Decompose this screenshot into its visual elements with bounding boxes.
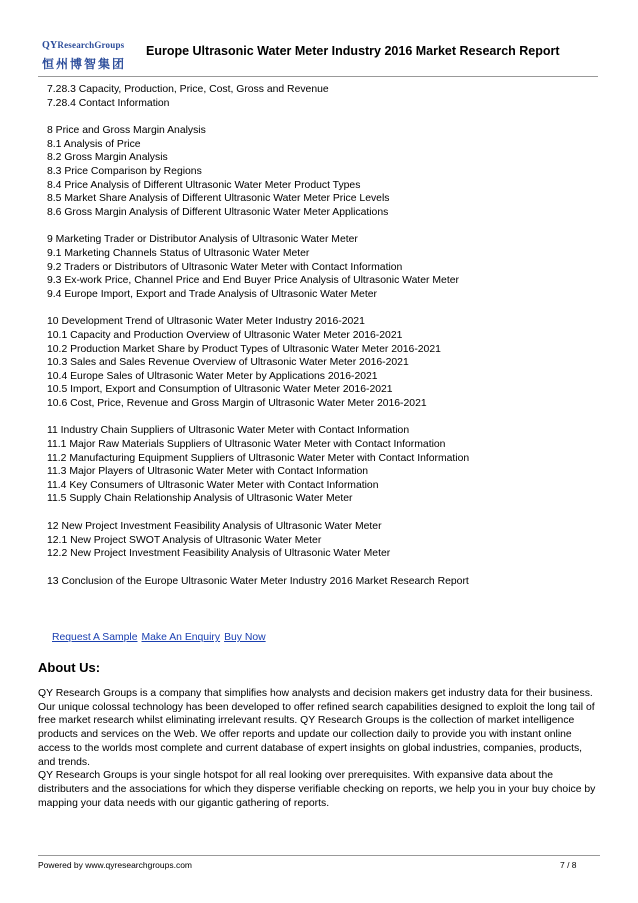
header-divider — [38, 76, 598, 77]
toc-entry: 12.1 New Project SWOT Analysis of Ultrasonic Water Meter — [47, 534, 322, 546]
toc-entry: 12.2 New Project Investment Feasibility Analysis of Ultrasonic Water Meter — [47, 548, 391, 560]
toc-entry: 8 Price and Gross Margin Analysis — [47, 125, 206, 137]
action-links — [52, 632, 270, 643]
toc-entry: 11.3 Major Players of Ultrasonic Water Meter with Contact Information — [47, 466, 369, 478]
toc-entry: 9.1 Marketing Channels Status of Ultrasonic Water Meter — [47, 247, 310, 259]
toc-entry: 8.4 Price Analysis of Different Ultrasonic Water Meter Product Types — [47, 179, 361, 191]
qy-research-groups-logo — [38, 38, 138, 72]
about-paragraph-2: QY Research Groups is your single hotspot for all real looking over prerequisites. With expansive data about the distributers and the associations for which they disperse verifiable checking on reports, we help you in your buy choice by mapping your data needs with our gigantic gathering of reports. — [38, 770, 596, 809]
toc-entry: 9.2 Traders or Distributors of Ultrasonic Water Meter with Contact Information — [47, 261, 403, 273]
toc-entry: 9.4 Europe Import, Export and Trade Analysis of Ultrasonic Water Meter — [47, 288, 377, 300]
logo-wordmark: QYResearchGroups — [42, 40, 125, 51]
toc-entry: 8.1 Analysis of Price — [47, 138, 141, 150]
about-paragraph-1: QY Research Groups is a company that simplifies how analysts and decision makers get industry data for their business. Our unique colossal technology has been developed to offer refined search capabilities designed to exploit the long tail of free market research whilst eliminating irrelevant results. QY Research Groups is the collection of market intelligence products and services on the Web. We offer reports and update our collection daily to provide you with instant online access to the worlds most complete and current database of expert insights on global industries, companies, products, and trends. — [38, 688, 595, 768]
footer-divider — [38, 855, 600, 856]
table-of-contents — [47, 83, 607, 602]
make-enquiry-link[interactable]: Make An Enquiry — [141, 632, 221, 643]
toc-entry: 9.3 Ex-work Price, Channel Price and End Buyer Price Analysis of Ultrasonic Water Meter — [47, 275, 459, 287]
toc-entry: 12 New Project Investment Feasibility Analysis of Ultrasonic Water Meter — [47, 521, 382, 533]
toc-section — [47, 124, 607, 219]
toc-section — [47, 520, 607, 561]
toc-entry: 10 Development Trend of Ultrasonic Water Meter Industry 2016-2021 — [47, 316, 365, 328]
footer-powered-by: Powered by www.qyresearchgroups.com — [38, 860, 193, 870]
toc-section — [47, 575, 607, 589]
toc-entry: 8.5 Market Share Analysis of Different Ultrasonic Water Meter Price Levels — [47, 193, 390, 205]
toc-entry: 10.6 Cost, Price, Revenue and Gross Margin of Ultrasonic Water Meter 2016-2021 — [47, 397, 427, 409]
toc-entry: 10.4 Europe Sales of Ultrasonic Water Meter by Applications 2016-2021 — [47, 370, 378, 382]
buy-now-link[interactable]: Buy Now — [224, 632, 266, 643]
toc-entry: 7.28.4 Contact Information — [47, 97, 170, 109]
toc-entry: 10.3 Sales and Sales Revenue Overview of Ultrasonic Water Meter 2016-2021 — [47, 357, 409, 369]
toc-entry: 8.3 Price Comparison by Regions — [47, 165, 202, 177]
page-number: 7 / 8 — [560, 860, 577, 870]
toc-entry: 9 Marketing Trader or Distributor Analysis of Ultrasonic Water Meter — [47, 234, 358, 246]
about-us-body — [38, 687, 600, 810]
toc-entry: 11.4 Key Consumers of Ultrasonic Water Meter with Contact Information — [47, 479, 379, 491]
toc-entry: 8.6 Gross Margin Analysis of Different Ultrasonic Water Meter Applications — [47, 206, 389, 218]
toc-entry: 11 Industry Chain Suppliers of Ultrasonic Water Meter with Contact Information — [47, 425, 410, 437]
page-header — [38, 38, 598, 72]
report-title: Europe Ultrasonic Water Meter Industry 2016 Market Research Report — [146, 44, 560, 58]
logo-chinese-name: 恒州博智集团 — [42, 57, 127, 71]
toc-section — [47, 315, 607, 410]
toc-section — [47, 83, 607, 110]
toc-entry: 10.1 Capacity and Production Overview of Ultrasonic Water Meter 2016-2021 — [47, 329, 403, 341]
toc-entry: 8.2 Gross Margin Analysis — [47, 152, 168, 164]
toc-section — [47, 233, 607, 301]
toc-entry: 7.28.3 Capacity, Production, Price, Cost, Gross and Revenue — [47, 84, 329, 95]
toc-entry: 11.2 Manufacturing Equipment Suppliers of Ultrasonic Water Meter with Contact Information — [47, 452, 470, 464]
toc-entry: 11.1 Major Raw Materials Suppliers of Ultrasonic Water Meter with Contact Information — [47, 439, 446, 451]
request-sample-link[interactable]: Request A Sample — [52, 632, 138, 643]
about-us-heading: About Us: — [38, 660, 101, 675]
toc-entry: 10.5 Import, Export and Consumption of Ultrasonic Water Meter 2016-2021 — [47, 384, 393, 396]
toc-entry: 11.5 Supply Chain Relationship Analysis of Ultrasonic Water Meter — [47, 493, 353, 505]
toc-section — [47, 424, 607, 506]
toc-entry: 13 Conclusion of the Europe Ultrasonic Water Meter Industry 2016 Market Research Report — [47, 575, 469, 587]
toc-entry: 10.2 Production Market Share by Product Types of Ultrasonic Water Meter 2016-2021 — [47, 343, 441, 355]
